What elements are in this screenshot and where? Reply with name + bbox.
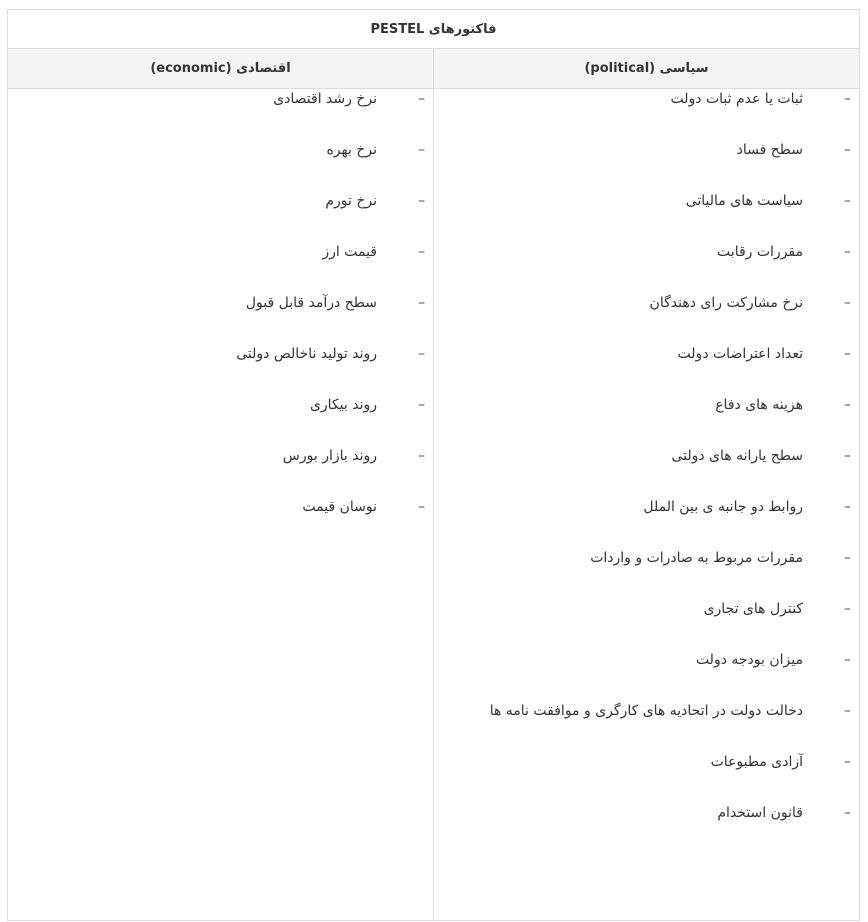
dash-bullet: – <box>418 142 425 158</box>
political-item <box>434 344 859 365</box>
table-title: فاکتورهای PESTEL <box>8 10 860 49</box>
header-economic: اقتصادی (economic) <box>8 49 434 89</box>
economic-item-text: روند بازار بورس <box>282 448 377 464</box>
political-item-text: هزینه های دفاع <box>715 397 803 413</box>
political-cell <box>434 89 860 921</box>
dash-bullet: – <box>418 448 425 464</box>
political-item-text: تعداد اعتراضات دولت <box>677 346 803 362</box>
dash-bullet: – <box>844 754 851 770</box>
economic-item <box>8 191 433 212</box>
economic-item <box>8 497 433 518</box>
dash-bullet: – <box>418 397 425 413</box>
political-item <box>434 803 859 824</box>
dash-bullet: – <box>418 193 425 209</box>
dash-bullet: – <box>844 805 851 821</box>
political-item-text: روابط دو جانبه ی بین الملل <box>643 499 803 515</box>
header-political: سیاسی (political) <box>434 49 860 89</box>
economic-item <box>8 344 433 365</box>
political-item <box>434 395 859 416</box>
political-item-text: آزادی مطبوعات <box>710 754 803 770</box>
economic-list <box>8 89 433 518</box>
dash-bullet: – <box>418 295 425 311</box>
economic-item <box>8 446 433 467</box>
political-item-text: دخالت دولت در اتحادیه های کارگری و موافقت نامه ها <box>489 703 803 719</box>
economic-item-text: نرخ رشد اقتصادی <box>273 91 377 107</box>
dash-bullet: – <box>418 244 425 260</box>
political-item-text: سطح فساد <box>736 142 803 158</box>
economic-item <box>8 395 433 416</box>
pestel-table <box>7 9 860 921</box>
economic-item-text: سطح درآمد قابل قبول <box>245 295 377 311</box>
dash-bullet: – <box>844 397 851 413</box>
political-item <box>434 752 859 773</box>
political-item <box>434 650 859 671</box>
economic-item-text: روند تولید ناخالص دولتی <box>236 346 377 362</box>
economic-item <box>8 242 433 263</box>
political-item-text: سیاست های مالیاتی <box>685 193 803 209</box>
political-item-text: قانون استخدام <box>717 805 803 821</box>
political-item <box>434 446 859 467</box>
political-item <box>434 548 859 569</box>
dash-bullet: – <box>844 703 851 719</box>
dash-bullet: – <box>844 295 851 311</box>
political-item <box>434 497 859 518</box>
political-item <box>434 191 859 212</box>
dash-bullet: – <box>418 499 425 515</box>
political-item-text: مقررات مربوط به صادرات و واردات <box>590 550 803 566</box>
dash-bullet: – <box>844 448 851 464</box>
economic-item <box>8 89 433 110</box>
economic-item-text: نوسان قیمت <box>302 499 377 515</box>
economic-cell <box>8 89 434 921</box>
economic-item-text: نرخ تورم <box>325 193 377 209</box>
political-item-text: مقررات رقابت <box>717 244 803 260</box>
dash-bullet: – <box>844 499 851 515</box>
economic-item <box>8 140 433 161</box>
economic-item-text: قیمت ارز <box>322 244 377 260</box>
political-item <box>434 293 859 314</box>
dash-bullet: – <box>844 193 851 209</box>
political-item <box>434 242 859 263</box>
dash-bullet: – <box>844 91 851 107</box>
political-item-text: میزان بودجه دولت <box>695 652 803 668</box>
political-list <box>434 89 859 824</box>
political-item-text: کنترل های تجاری <box>703 601 803 617</box>
economic-item <box>8 293 433 314</box>
political-item <box>434 599 859 620</box>
dash-bullet: – <box>844 652 851 668</box>
political-item-text: ثبات یا عدم ثبات دولت <box>670 91 803 107</box>
economic-item-text: نرخ بهره <box>326 142 377 158</box>
economic-item-text: روند بیکاری <box>309 397 377 413</box>
political-item-text: سطح یارانه های دولتی <box>671 448 803 464</box>
dash-bullet: – <box>844 142 851 158</box>
dash-bullet: – <box>844 244 851 260</box>
political-item <box>434 701 859 722</box>
dash-bullet: – <box>844 550 851 566</box>
dash-bullet: – <box>418 91 425 107</box>
dash-bullet: – <box>418 346 425 362</box>
dash-bullet: – <box>844 601 851 617</box>
dash-bullet: – <box>844 346 851 362</box>
political-item-text: نرخ مشارکت رای دهندگان <box>649 295 803 311</box>
political-item <box>434 140 859 161</box>
political-item <box>434 89 859 110</box>
